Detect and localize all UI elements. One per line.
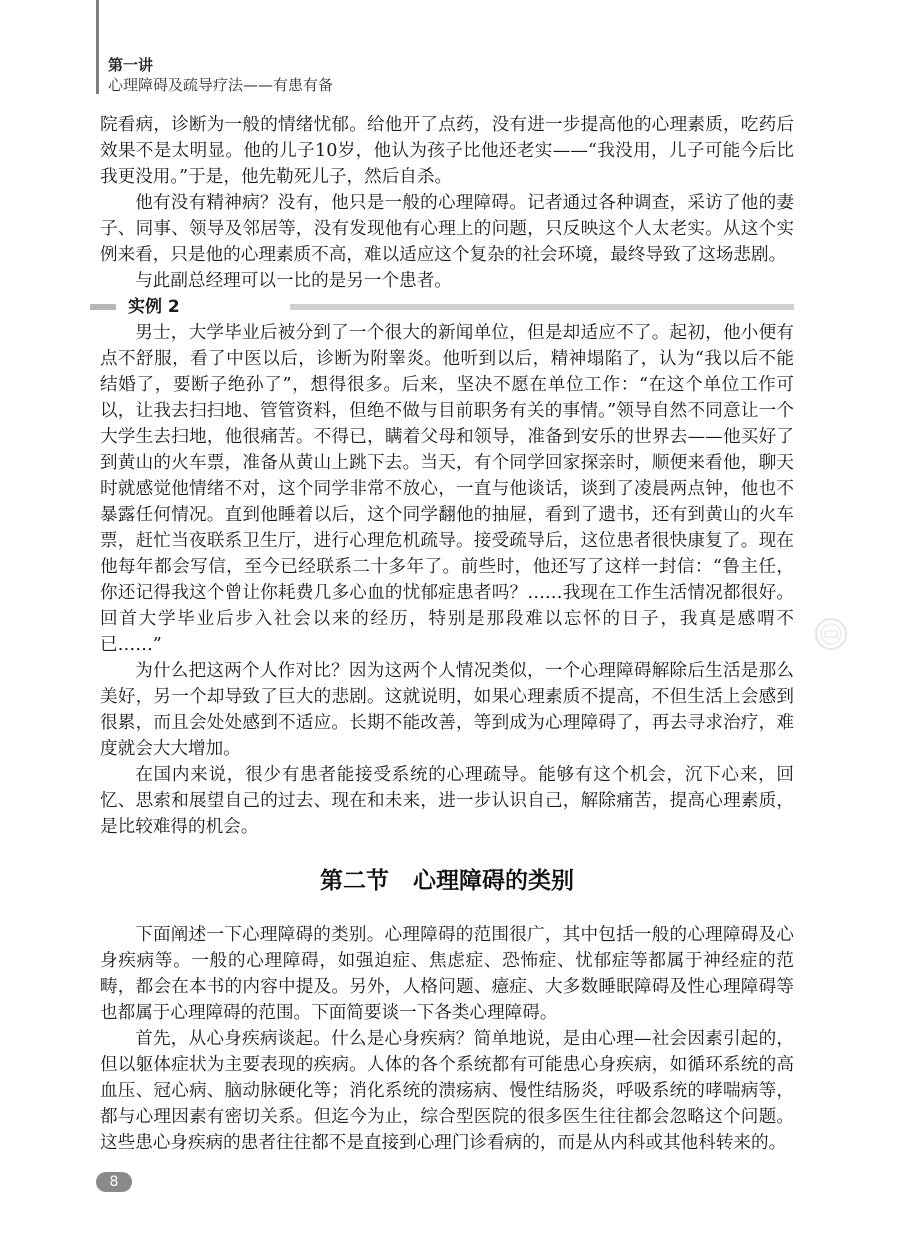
section-heading xyxy=(100,840,794,922)
example-heading xyxy=(90,294,794,320)
paragraph-2: 他有没有精神病？没有，他只是一般的心理障碍。记者通过各种调查，采访了他的妻子、同事、领导及邻居等，没有发现他有心理上的问题，只反映这个人太老实。从这个实例来看，只是他的心理素质不高，难以适应这个复杂的社会环境，最终导致了这场悲剧。 xyxy=(100,193,794,265)
page-number-badge: 8 xyxy=(96,1172,132,1192)
paragraph-3: 与此副总经理可以一比的是另一个患者。 xyxy=(135,271,452,291)
example-bar-right xyxy=(290,304,794,310)
paragraph-8: 首先，从心身疾病谈起。什么是心身疾病？简单地说，是由心理—社会因素引起的，但以躯体症状为主要表现的疾病。人体的各个系统都有可能患心身疾病，如循环系统的高血压、冠心病、脑动脉硬化等；消化系统的溃疡病、慢性结肠炎，呼吸系统的哮喘病等，都与心理因素有密切关系。但迄今为止，综合型医院的很多医生往往都会忽略这个问题。这些患心身疾病的患者往往都不是直接到心理门诊看病的，而是从内科或其他科转来的。 xyxy=(100,1029,794,1153)
paragraph-6: 在国内来说，很少有患者能接受系统的心理疏导。能够有这个机会，沉下心来，回忆、思索和展望自己的过去、现在和未来，进一步认识自己，解除痛苦，提高心理素质，是比较难得的机会。 xyxy=(100,765,794,837)
section-title: 心理障碍的类别 xyxy=(413,868,574,894)
header-rule xyxy=(96,0,99,94)
paragraph-5: 为什么把这两个人作对比？因为这两个人情况类似，一个心理障碍解除后生活是那么美好，另一个却导致了巨大的悲剧。这就说明，如果心理素质不提高，不但生活上会感到很累，而且会处处感到不适应。长期不能改善，等到成为心理障碍了，再去寻求治疗，难度就会大大增加。 xyxy=(100,661,794,759)
paragraph-4: 男士，大学毕业后被分到了一个很大的新闻单位，但是却适应不了。起初，他小便有点不舒服，看了中医以后，诊断为附睾炎。他听到以后，精神塌陷了，认为“我以后不能结婚了，要断子绝孙了”，想得很多。后来，坚决不愿在单位工作：“在这个单位工作可以，让我去扫扫地、管管资料，但绝不做与目前职务有关的事情。”领导自然不同意让一个大学生去扫地，他很痛苦。不得已，瞒着父母和领导，准备到安乐的世界去——他买好了到黄山的火车票，准备从黄山上跳下去。当天，有个同学回家探亲时，顺便来看他，聊天时就感觉他情绪不对，这个同学非常不放心，一直与他谈话，谈到了凌晨两点钟，他也不暴露任何情况。直到他睡着以后，这个同学翻他的抽屉，看到了遗书，还有到黄山的火车票，赶忙当夜联系卫生厅，进行心理危机疏导。接受疏导后，这位患者很快康复了。现在他每年都会写信，至今已经联系二十多年了。前些时，他还写了这样一封信：“鲁主任，你还记得我这个曾让你耗费几多心血的忧郁症患者吗？……我现在工作生活情况都很好。回首大学毕业后步入社会以来的经历，特别是那段难以忘怀的日子，我真是感喟不已……” xyxy=(100,323,794,655)
example-label: 实例 2 xyxy=(128,294,186,320)
example-bar-left xyxy=(90,304,116,310)
page-body xyxy=(100,112,794,1156)
paragraph-1: 院看病，诊断为一般的情绪忧郁。给他开了点药，没有进一步提高他的心理素质，吃药后效果不是太明显。他的儿子10岁，他认为孩子比他还老实——“我没用，儿子可能今后比我更没用。”于是，他先勒死儿子，然后自杀。 xyxy=(100,115,794,187)
paragraph-7: 下面阐述一下心理障碍的类别。心理障碍的范围很广，其中包括一般的心理障碍及心身疾病等。一般的心理障碍，如强迫症、焦虑症、恐怖症、忧郁症等都属于神经症的范畴，都会在本书的内容中提及。另外，人格问题、癔症、大多数睡眠障碍及性心理障碍等也都属于心理障碍的范围。下面简要谈一下各类心理障碍。 xyxy=(100,925,794,1023)
chapter-label: 第一讲 xyxy=(108,56,154,74)
watermark-seal-icon xyxy=(814,617,848,651)
chapter-subtitle: 心理障碍及疏导疗法——有患有备 xyxy=(108,76,334,94)
section-number: 第二节 xyxy=(320,868,389,894)
